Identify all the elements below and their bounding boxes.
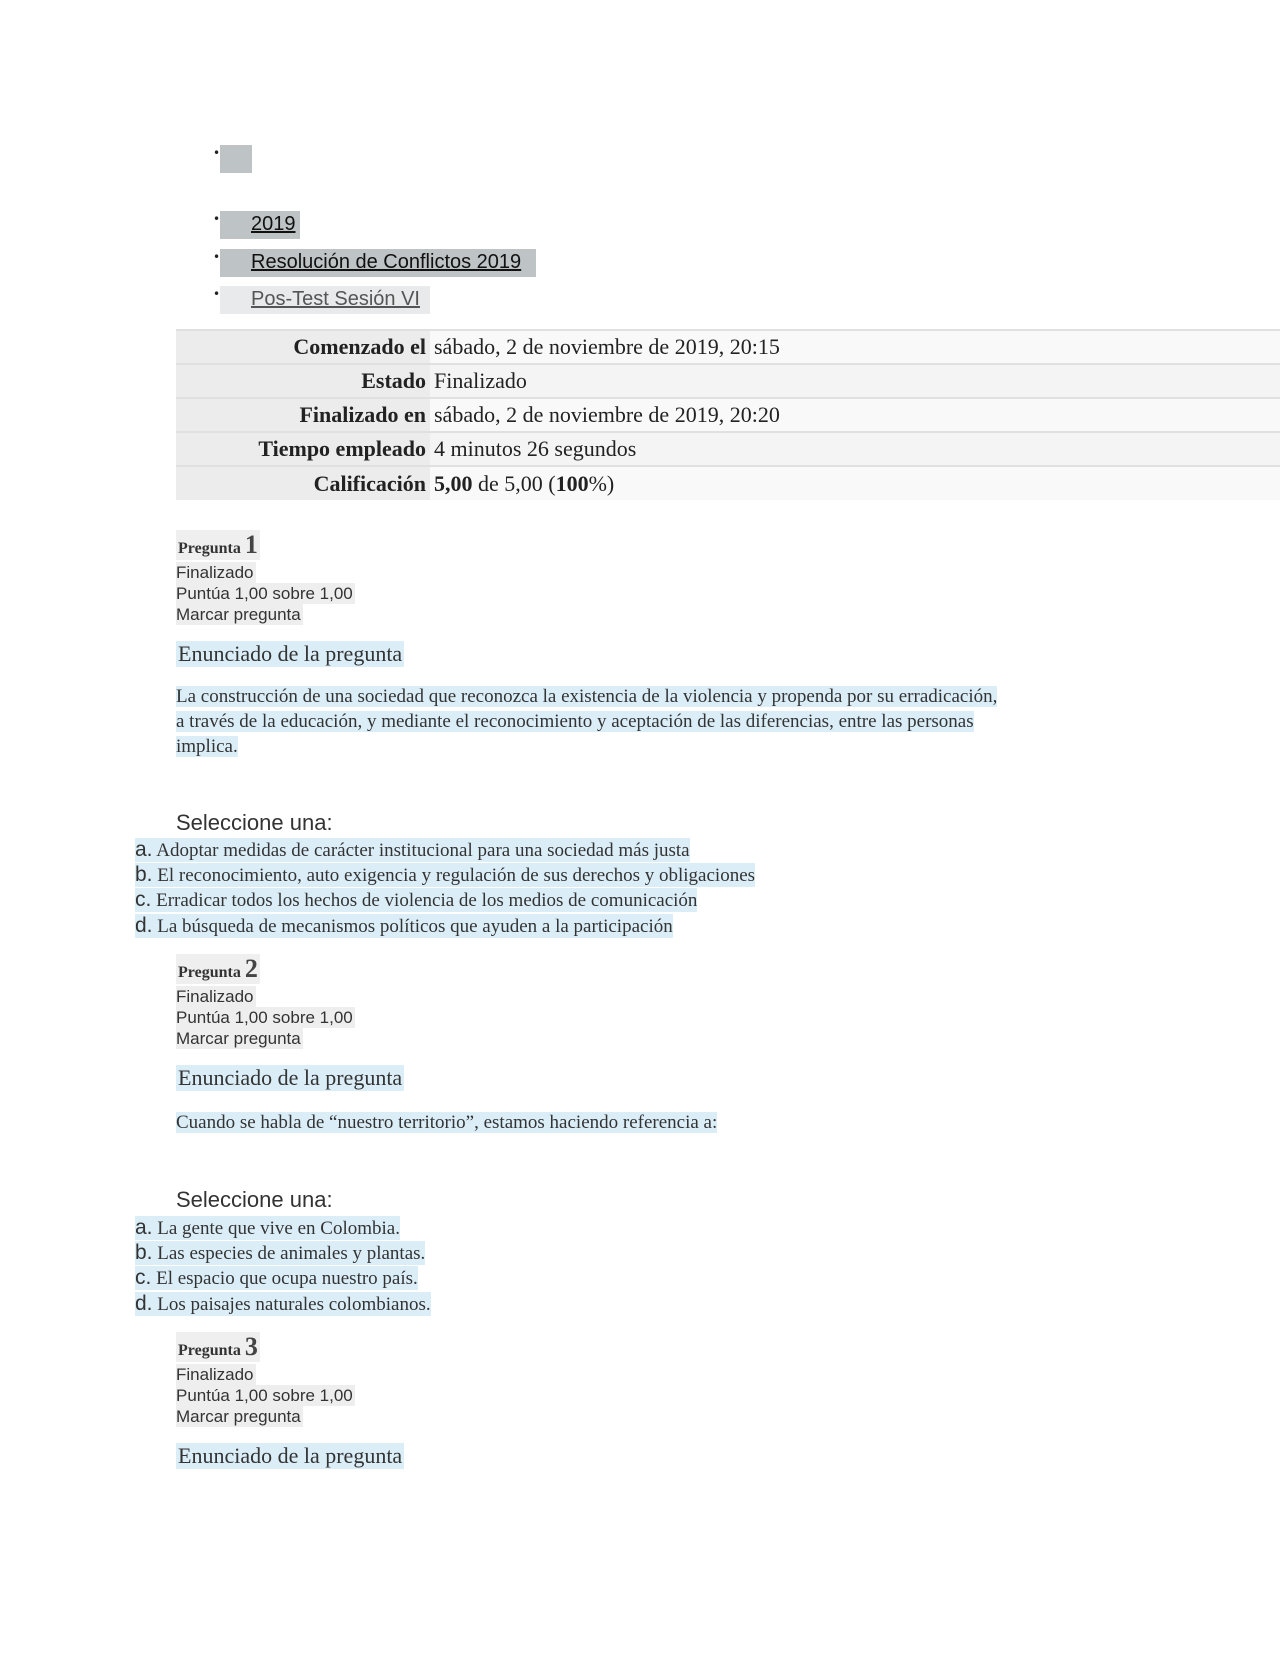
question-score: Puntúa 1,00 sobre 1,00 [176, 1386, 353, 1405]
question-1-option-c[interactable]: c. Erradicar todos los hechos de violencia de los medios de comunicación [135, 888, 698, 911]
question-1-text: La construcción de una sociedad que reconozca la existencia de la violencia y propenda por su erradicación, a través de la educación, y mediante el reconocimiento y aceptación de las diferencias, entre las personas implica. [176, 686, 998, 757]
breadcrumb-year-link[interactable]: 2019 [251, 213, 296, 235]
question-3-meta [176, 1364, 355, 1427]
question-3-enunciado: Enunciado de la pregunta [178, 1443, 403, 1468]
question-status: Finalizado [176, 987, 254, 1006]
question-3-header: Pregunta 3 [178, 1332, 258, 1361]
question-2-option-b[interactable]: b. Las especies de animales y plantas. [135, 1241, 426, 1264]
question-2-meta [176, 986, 355, 1049]
question-number: 3 [244, 1332, 258, 1361]
grade-value: 5,00 de 5,00 (100%) [430, 466, 1280, 500]
question-score: Puntúa 1,00 sobre 1,00 [176, 1008, 353, 1027]
summary-row [176, 466, 1280, 500]
question-2-option-c[interactable]: c. El espacio que ocupa nuestro país. [135, 1266, 418, 1289]
grade-label: Calificación [176, 466, 430, 500]
question-2-option-a[interactable]: a. La gente que vive en Colombia. [135, 1216, 400, 1239]
started-value: sábado, 2 de noviembre de 2019, 20:15 [430, 330, 1280, 364]
summary-row [176, 398, 1280, 432]
question-1-option-b[interactable]: b. El reconocimiento, auto exigencia y regulación de sus derechos y obligaciones [135, 863, 756, 886]
summary-row [176, 432, 1280, 466]
bullet: • [213, 212, 221, 226]
question-1-enunciado: Enunciado de la pregunta [178, 641, 403, 666]
finished-value: sábado, 2 de noviembre de 2019, 20:20 [430, 398, 1280, 432]
bullet: • [213, 146, 221, 160]
breadcrumb-course-link[interactable]: Resolución de Conflictos 2019 [251, 251, 522, 273]
question-1-option-d[interactable]: d. La búsqueda de mecanismos políticos que ayuden a la participación [135, 914, 673, 937]
question-score: Puntúa 1,00 sobre 1,00 [176, 584, 353, 603]
state-value: Finalizado [430, 364, 1280, 398]
question-status: Finalizado [176, 1365, 254, 1384]
question-status: Finalizado [176, 563, 254, 582]
question-number: 1 [244, 530, 258, 559]
breadcrumb-home-link[interactable] [220, 145, 252, 173]
state-label: Estado [176, 364, 430, 398]
finished-label: Finalizado en [176, 398, 430, 432]
summary-row [176, 330, 1280, 364]
question-2-enunciado: Enunciado de la pregunta [178, 1065, 403, 1090]
flag-question-link[interactable]: Marcar pregunta [176, 1029, 301, 1048]
question-1-option-a[interactable]: a. Adoptar medidas de carácter institucional para una sociedad más justa [135, 838, 690, 861]
summary-row [176, 364, 1280, 398]
attempt-summary-table [176, 329, 1280, 500]
question-1-header: Pregunta 1 [178, 530, 258, 559]
time-taken-label: Tiempo empleado [176, 432, 430, 466]
breadcrumb-quiz-link[interactable]: Pos-Test Sesión VI [251, 288, 420, 310]
question-2-option-d[interactable]: d. Los paisajes naturales colombianos. [135, 1292, 431, 1315]
question-1-select-label: Seleccione una: [176, 810, 333, 835]
flag-question-link[interactable]: Marcar pregunta [176, 1407, 301, 1426]
flag-question-link[interactable]: Marcar pregunta [176, 605, 301, 624]
question-2-text: Cuando se habla de “nuestro territorio”, estamos haciendo referencia a: [176, 1112, 718, 1133]
time-taken-value: 4 minutos 26 segundos [430, 432, 1280, 466]
question-2-select-label: Seleccione una: [176, 1187, 333, 1212]
question-number: 2 [244, 954, 258, 983]
started-label: Comenzado el [176, 330, 430, 364]
bullet: • [213, 287, 221, 301]
bullet: • [213, 250, 221, 264]
question-2-header: Pregunta 2 [178, 954, 258, 983]
question-1-meta [176, 562, 355, 625]
